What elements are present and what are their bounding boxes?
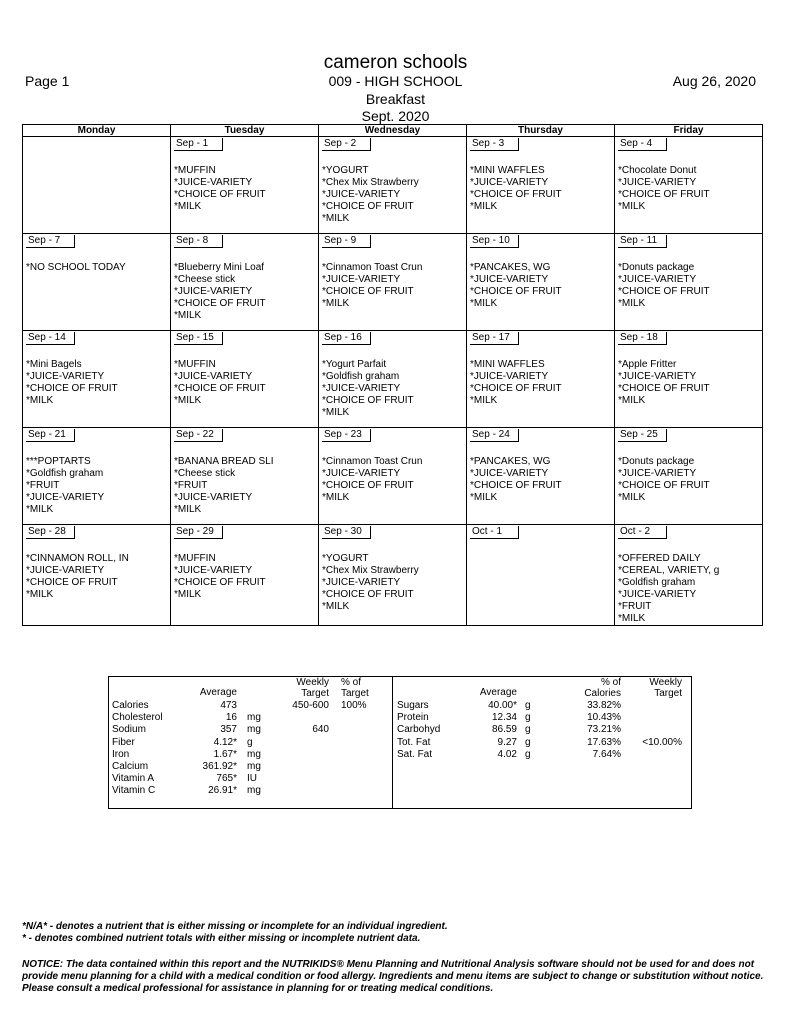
menu-item: *CHOICE OF FRUIT — [470, 189, 562, 200]
menu-item-list — [174, 456, 318, 516]
org-name: cameron schools — [323, 52, 468, 73]
menu-calendar — [22, 124, 763, 626]
nutrient-unit: g — [247, 736, 253, 748]
menu-item: *MILK — [322, 407, 350, 418]
menu-item-list — [618, 165, 762, 213]
menu-item: *Chex Mix Strawberry — [322, 177, 419, 188]
calendar-day-cell — [319, 525, 467, 626]
day-header: Monday — [23, 125, 171, 137]
nutrient-target: 450-600 — [292, 700, 329, 711]
nutrient-name: Sodium — [112, 724, 146, 736]
menu-item: *MUFFIN — [174, 553, 216, 564]
nutrient-average: 1.67* — [213, 748, 237, 760]
calendar-day-cell — [467, 525, 615, 626]
menu-item: *Chocolate Donut — [618, 165, 697, 176]
menu-item: *CHOICE OF FRUIT — [618, 480, 710, 491]
day-date: Sep - 29 — [174, 526, 223, 539]
menu-item: *NO SCHOOL TODAY — [26, 262, 126, 273]
menu-item: *MILK — [174, 589, 202, 600]
calendar-day-cell — [615, 137, 763, 234]
menu-item: *YOGURT — [322, 165, 369, 176]
calendar-day-cell — [23, 137, 171, 234]
nutrient-average: 9.27 — [497, 736, 517, 748]
meal-type: Breakfast — [365, 91, 426, 107]
calendar-day-cell — [319, 137, 467, 234]
menu-item: *Goldfish graham — [26, 468, 104, 479]
nutrition-summary — [108, 676, 692, 809]
nutrient-name: Vitamin C — [112, 785, 156, 797]
menu-item: *MILK — [322, 492, 350, 503]
menu-item: *JUICE-VARIETY — [174, 565, 253, 576]
nutrient-name: Sugars — [397, 700, 429, 711]
menu-item: *JUICE-VARIETY — [618, 468, 697, 479]
menu-item: *JUICE-VARIETY — [470, 371, 549, 382]
day-header: Friday — [615, 125, 763, 137]
nut-header-pct-calories: Calories — [584, 688, 621, 699]
day-date: Sep - 3 — [470, 138, 519, 151]
nutrient-name: Iron — [112, 748, 130, 760]
nutrient-average: 86.59 — [491, 724, 517, 736]
calendar-day-cell — [467, 331, 615, 428]
calendar-day-cell — [171, 428, 319, 525]
nutrient-pct-calories: 7.64% — [592, 748, 621, 760]
menu-item: *CINNAMON ROLL, IN — [26, 553, 129, 564]
menu-item-list — [322, 553, 466, 613]
nutrient-average: 4.12* — [213, 736, 237, 748]
menu-item: *Cheese stick — [174, 468, 236, 479]
menu-item: *CHOICE OF FRUIT — [26, 577, 118, 588]
menu-item: *MILK — [618, 395, 646, 406]
day-date: Sep - 10 — [470, 235, 519, 248]
menu-item: *MILK — [322, 601, 350, 612]
menu-item: *MUFFIN — [174, 359, 216, 370]
menu-item: *JUICE-VARIETY — [174, 286, 253, 297]
menu-item-list — [618, 456, 762, 504]
nut-header-average: Average — [199, 687, 237, 698]
menu-item: *MILK — [470, 298, 498, 309]
menu-item: *MILK — [618, 613, 646, 624]
menu-item: *MINI WAFFLES — [470, 165, 545, 176]
calendar-week-row — [23, 234, 763, 331]
calendar-day-cell — [319, 428, 467, 525]
day-date: Sep - 8 — [174, 235, 223, 248]
menu-item: *CHOICE OF FRUIT — [174, 189, 266, 200]
menu-item-list — [174, 262, 318, 322]
menu-item: *MINI WAFFLES — [470, 359, 545, 370]
day-header: Wednesday — [319, 125, 467, 137]
calendar-week-row — [23, 137, 763, 234]
footnote-na: *N/A* - denotes a nutrient that is either missing or incomplete for an individual ingredient. — [22, 921, 448, 932]
menu-item: *JUICE-VARIETY — [470, 177, 549, 188]
menu-item: *JUICE-VARIETY — [174, 371, 253, 382]
calendar-day-cell — [615, 428, 763, 525]
nutrient-unit: g — [525, 736, 531, 748]
menu-item: *PANCAKES, WG — [470, 262, 551, 273]
menu-item: *MILK — [174, 201, 202, 212]
menu-item: *Goldfish graham — [322, 371, 400, 382]
day-date: Sep - 28 — [26, 526, 75, 539]
menu-item: *Apple Fritter — [618, 359, 677, 370]
calendar-day-cell — [615, 331, 763, 428]
menu-item: *BANANA BREAD SLI — [174, 456, 274, 467]
nutrient-average: 473 — [220, 700, 237, 711]
menu-item-list — [470, 165, 614, 213]
nutrient-unit: g — [525, 712, 531, 724]
nutrient-unit: g — [525, 724, 531, 736]
day-date: Sep - 17 — [470, 332, 519, 345]
menu-item: *CHOICE OF FRUIT — [174, 298, 266, 309]
menu-item: *Chex Mix Strawberry — [322, 565, 419, 576]
menu-item: *Goldfish graham — [618, 577, 696, 588]
school-name: 009 - HIGH SCHOOL — [328, 73, 463, 89]
menu-item-list — [174, 359, 318, 407]
nut-header-target: Target — [301, 688, 329, 699]
calendar-day-cell — [319, 234, 467, 331]
footnote-star: * - denotes combined nutrient totals with either missing or incomplete nutrient data. — [22, 933, 421, 944]
nutrient-unit: g — [525, 700, 531, 711]
nutrient-average: 357 — [220, 724, 237, 736]
menu-item-list — [618, 262, 762, 310]
day-date: Sep - 1 — [174, 138, 223, 151]
calendar-day-cell — [467, 234, 615, 331]
menu-item: *MILK — [322, 213, 350, 224]
day-date: Sep - 30 — [322, 526, 371, 539]
menu-item: *Donuts package — [618, 456, 695, 467]
menu-item: *MILK — [174, 504, 202, 515]
day-date: Sep - 9 — [322, 235, 371, 248]
calendar-body — [23, 137, 763, 626]
menu-item: *CHOICE OF FRUIT — [618, 189, 710, 200]
calendar-day-cell — [171, 525, 319, 626]
menu-item: *CEREAL, VARIETY, g — [618, 565, 720, 576]
day-header: Tuesday — [171, 125, 319, 137]
day-date: Sep - 16 — [322, 332, 371, 345]
nutrient-name: Protein — [397, 712, 429, 724]
nutrient-unit: g — [525, 748, 531, 760]
menu-item-list — [26, 456, 170, 516]
nut-header-pct: % of — [341, 677, 362, 688]
nut-header-target: Target — [654, 688, 682, 699]
menu-item: *JUICE-VARIETY — [322, 468, 401, 479]
menu-item-list — [26, 553, 170, 601]
menu-item: *CHOICE OF FRUIT — [618, 383, 710, 394]
nutrient-name: Calories — [112, 700, 149, 711]
day-date: Oct - 1 — [470, 526, 519, 539]
menu-item: *MUFFIN — [174, 165, 216, 176]
menu-item: *YOGURT — [322, 553, 369, 564]
menu-item: *MILK — [618, 201, 646, 212]
calendar-day-cell — [467, 137, 615, 234]
nutrient-average: 4.02 — [497, 748, 517, 760]
menu-item: *CHOICE OF FRUIT — [322, 589, 414, 600]
calendar-week-row — [23, 428, 763, 525]
menu-item: *JUICE-VARIETY — [470, 274, 549, 285]
calendar-day-cell — [171, 137, 319, 234]
nutrient-pct-calories: 33.82% — [587, 700, 621, 711]
calendar-day-cell — [23, 331, 171, 428]
menu-item-list — [470, 359, 614, 407]
nutrient-name: Carbohyd — [397, 724, 441, 736]
menu-item: *CHOICE OF FRUIT — [470, 383, 562, 394]
nutrient-name: Sat. Fat — [397, 748, 433, 760]
calendar-day-cell — [171, 234, 319, 331]
nutrient-name: Vitamin A — [112, 773, 155, 785]
calendar-week-row — [23, 331, 763, 428]
menu-item: *OFFERED DAILY — [618, 553, 701, 564]
menu-item: *MILK — [618, 298, 646, 309]
nutrient-average: 12.34 — [491, 712, 517, 724]
nutrient-unit: mg — [247, 748, 261, 760]
day-date: Sep - 21 — [26, 429, 75, 442]
nutrient-pct-calories: 10.43% — [587, 712, 621, 724]
calendar-header-row — [23, 125, 763, 137]
menu-item: *MILK — [618, 492, 646, 503]
menu-item: ***POPTARTS — [26, 456, 91, 467]
day-date: Sep - 4 — [618, 138, 667, 151]
menu-item: *JUICE-VARIETY — [26, 492, 105, 503]
menu-item-list — [470, 456, 614, 504]
nutrient-target: 640 — [312, 724, 329, 736]
menu-item: *JUICE-VARIETY — [26, 371, 105, 382]
menu-item: *FRUIT — [174, 480, 208, 491]
calendar-day-cell — [467, 428, 615, 525]
nutrient-average: 40.00* — [488, 700, 517, 711]
nutrient-average: 26.91* — [208, 785, 237, 797]
menu-item: *MILK — [26, 504, 54, 515]
menu-item: *MILK — [174, 310, 202, 321]
menu-item: *CHOICE OF FRUIT — [470, 286, 562, 297]
menu-item: *MILK — [26, 395, 54, 406]
day-date: Oct - 2 — [618, 526, 667, 539]
calendar-day-cell — [23, 234, 171, 331]
menu-item: *CHOICE OF FRUIT — [26, 383, 118, 394]
menu-item-list — [322, 456, 466, 504]
day-date: Sep - 23 — [322, 429, 371, 442]
nutrient-unit: mg — [247, 724, 261, 736]
menu-item-list — [26, 359, 170, 407]
menu-item: *MILK — [470, 492, 498, 503]
day-date: Sep - 14 — [26, 332, 75, 345]
menu-item: *MILK — [26, 589, 54, 600]
menu-item: *JUICE-VARIETY — [470, 468, 549, 479]
nutrient-pct-calories: 73.21% — [587, 724, 621, 736]
day-date: Sep - 25 — [618, 429, 667, 442]
day-date: Sep - 11 — [618, 235, 667, 248]
nut-header-pct-target: Target — [341, 688, 369, 699]
menu-item: *Cheese stick — [174, 274, 236, 285]
nutrient-name: Tot. Fat — [397, 736, 431, 748]
nut-header-weekly: Weekly — [649, 677, 682, 688]
nutrient-unit: IU — [247, 773, 257, 785]
menu-item: *FRUIT — [26, 480, 60, 491]
day-header: Thursday — [467, 125, 615, 137]
nutrition-divider — [392, 677, 393, 808]
nutrient-target: <10.00% — [642, 736, 682, 748]
menu-item-list — [322, 359, 466, 419]
menu-item-list — [322, 165, 466, 225]
menu-item: *Donuts package — [618, 262, 695, 273]
day-date: Sep - 15 — [174, 332, 223, 345]
menu-item: *CHOICE OF FRUIT — [322, 480, 414, 491]
menu-item-list — [618, 359, 762, 407]
calendar-day-cell — [23, 428, 171, 525]
menu-item: *CHOICE OF FRUIT — [470, 480, 562, 491]
menu-item: *JUICE-VARIETY — [618, 371, 697, 382]
menu-item: *Cinnamon Toast Crun — [322, 456, 423, 467]
nut-header-pct: % of — [600, 677, 621, 688]
menu-item: *JUICE-VARIETY — [174, 177, 253, 188]
menu-item: *JUICE-VARIETY — [174, 492, 253, 503]
menu-item: *Yogurt Parfait — [322, 359, 387, 370]
nutrient-unit: mg — [247, 712, 261, 724]
menu-item: *Cinnamon Toast Crun — [322, 262, 423, 273]
day-date: Sep - 7 — [26, 235, 75, 248]
menu-item: *CHOICE OF FRUIT — [618, 286, 710, 297]
report-date: Aug 26, 2020 — [672, 73, 756, 89]
nutrient-unit: mg — [247, 761, 261, 772]
nutrient-name: Fiber — [112, 736, 135, 748]
menu-item: *CHOICE OF FRUIT — [322, 395, 414, 406]
menu-item: *JUICE-VARIETY — [26, 565, 105, 576]
day-date: Sep - 22 — [174, 429, 223, 442]
menu-item: *JUICE-VARIETY — [618, 177, 697, 188]
menu-item: *CHOICE OF FRUIT — [322, 201, 414, 212]
menu-item: *JUICE-VARIETY — [322, 274, 401, 285]
nutrient-pct-calories: 17.63% — [587, 736, 621, 748]
menu-item: *FRUIT — [618, 601, 652, 612]
nutrient-name: Calcium — [112, 761, 149, 772]
day-date: Sep - 24 — [470, 429, 519, 442]
nut-header-average: Average — [479, 687, 517, 698]
calendar-day-cell — [615, 525, 763, 626]
menu-item-list — [26, 262, 170, 274]
calendar-week-row — [23, 525, 763, 626]
menu-item-list — [618, 553, 762, 625]
nutrient-average: 361.92* — [202, 761, 237, 772]
menu-item: *MILK — [174, 395, 202, 406]
nutrient-unit: mg — [247, 785, 261, 797]
menu-item: *MILK — [470, 201, 498, 212]
nutrient-pct-target: 100% — [341, 700, 367, 711]
menu-item: *JUICE-VARIETY — [322, 577, 401, 588]
menu-item: *Blueberry Mini Loaf — [174, 262, 265, 273]
day-date: Sep - 2 — [322, 138, 371, 151]
menu-item: *CHOICE OF FRUIT — [174, 383, 266, 394]
menu-month: Sept. 2020 — [361, 108, 430, 124]
nut-header-weekly: Weekly — [296, 677, 329, 688]
menu-item: *JUICE-VARIETY — [322, 189, 401, 200]
menu-item: *JUICE-VARIETY — [322, 383, 401, 394]
day-date: Sep - 18 — [618, 332, 667, 345]
nutrient-name: Cholesterol — [112, 712, 163, 724]
calendar-day-cell — [23, 525, 171, 626]
notice-text: NOTICE: The data contained within this report and the NUTRIKIDS® Menu Planning and Nutritional Analysis software should not be used for and does not provide menu planning for a child with a medical condition or food allergy. Ingredients and menu items are subject to change or substitution without notice. Please consult a medical professional for assistance in planning for or treating medical conditions. — [22, 959, 764, 994]
menu-item-list — [174, 165, 318, 213]
calendar-day-cell — [615, 234, 763, 331]
menu-item-list — [174, 553, 318, 601]
menu-item: *Mini Bagels — [26, 359, 82, 370]
menu-item: *CHOICE OF FRUIT — [322, 286, 414, 297]
page-number: Page 1 — [25, 73, 70, 89]
nutrient-average: 16 — [225, 712, 237, 724]
menu-item-list — [322, 262, 466, 310]
nutrient-average: 765* — [216, 773, 237, 785]
calendar-day-cell — [319, 331, 467, 428]
menu-item: *JUICE-VARIETY — [618, 589, 697, 600]
menu-item: *JUICE-VARIETY — [618, 274, 697, 285]
menu-item: *MILK — [470, 395, 498, 406]
menu-item-list — [470, 262, 614, 310]
menu-item: *CHOICE OF FRUIT — [174, 577, 266, 588]
menu-item: *PANCAKES, WG — [470, 456, 551, 467]
calendar-day-cell — [171, 331, 319, 428]
menu-item: *MILK — [322, 298, 350, 309]
